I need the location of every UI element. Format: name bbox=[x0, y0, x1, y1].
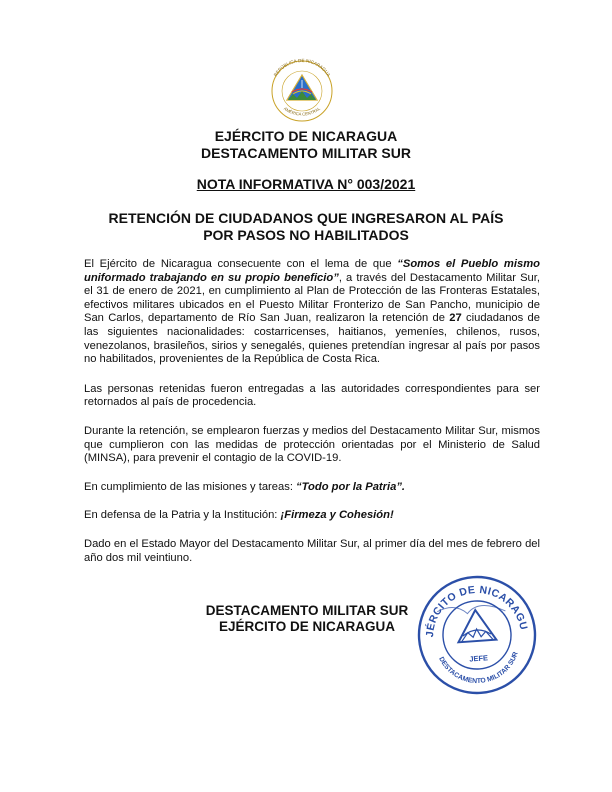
p1-text-b: , a través del Destacamento Militar Sur, el 31 de enero de 2021, en cumplimiento al Plan de Protección de las Fronteras Estatales, efectivos militares ubicados en el Puesto Militar Fronterizo de San Pancho, municipio de San Carlos, departamento de Río San Juan, realizaron la retención de bbox=[84, 271, 540, 325]
subject-heading bbox=[0, 210, 612, 244]
paragraph-1 bbox=[84, 258, 540, 367]
paragraph-4 bbox=[84, 481, 540, 495]
letterhead bbox=[0, 128, 612, 162]
body-text bbox=[84, 258, 540, 580]
p5-text: En defensa de la Patria y la Institución: bbox=[84, 509, 281, 522]
subject-line-2: POR PASOS NO HABILITADOS bbox=[203, 227, 409, 243]
note-title: NOTA INFORMATIVA N° 003/2021 bbox=[196, 176, 416, 192]
signature-army-name: EJÉRCITO DE NICARAGUA bbox=[218, 619, 396, 634]
stamp-center-label: JEFE bbox=[468, 653, 489, 664]
p5-motto: ¡Firmeza y Cohesión! bbox=[280, 509, 394, 522]
paragraph-6: Dado en el Estado Mayor del Destacamento Militar Sur, al primer día del mes de febrero del año dos mil veintiuno. bbox=[84, 537, 540, 564]
p1-text-c: ciudadanos de las siguientes nacionalidades: costarricenses, haitianos, yemeníes, chilenos, rusos, venezolanos, brasileños, sirios y senegalés, quienes pretendían ingresar al país por pasos no habilitados, provenientes de la República de Costa Rica. bbox=[84, 312, 540, 366]
signature-block bbox=[192, 603, 422, 635]
p1-count: 27 bbox=[449, 312, 462, 325]
svg-text:DESTACAMENTO MILITAR SUR: DESTACAMENTO MILITAR SUR bbox=[437, 651, 520, 686]
paragraph-3: Durante la retención, se emplearon fuerzas y medios del Destacamento Militar Sur, mismos que cumplieron con las medidas de protección orientadas por el Ministerio de Salud (MINSA), para prevenir el contagio de la COVID-19. bbox=[84, 424, 540, 465]
svg-text:AMÉRICA CENTRAL: AMÉRICA CENTRAL bbox=[282, 105, 322, 117]
nicaragua-emblem-icon bbox=[262, 58, 342, 122]
letterhead-army-name: EJÉRCITO DE NICARAGUA bbox=[214, 128, 398, 144]
p4-motto: “Todo por la Patria”. bbox=[296, 480, 406, 493]
official-stamp-icon bbox=[411, 569, 543, 701]
p1-text-a: El Ejército de Nicaragua consecuente con el lema de que bbox=[84, 258, 398, 270]
signature-unit-name: DESTACAMENTO MILITAR SUR bbox=[205, 603, 409, 618]
letterhead-unit-name: DESTACAMENTO MILITAR SUR bbox=[201, 145, 411, 161]
svg-text:EJÉRCITO DE NICARAGUA: EJÉRCITO DE NICARAGUA bbox=[424, 583, 530, 638]
p1-motto: “Somos el Pueblo mismo uniformado trabajando en su propio beneficio” bbox=[84, 258, 540, 284]
subject-line-1: RETENCIÓN DE CIUDADANOS QUE INGRESARON AL PAÍS bbox=[108, 210, 504, 226]
paragraph-2: Las personas retenidas fueron entregadas a las autoridades correspondientes para ser retornados al país de procedencia. bbox=[84, 382, 540, 409]
p4-text: En cumplimiento de las misiones y tareas: bbox=[84, 480, 297, 493]
paragraph-5 bbox=[84, 509, 540, 523]
svg-text:REPÚBLICA DE NICARAGUA: REPÚBLICA DE NICARAGUA bbox=[272, 58, 332, 78]
